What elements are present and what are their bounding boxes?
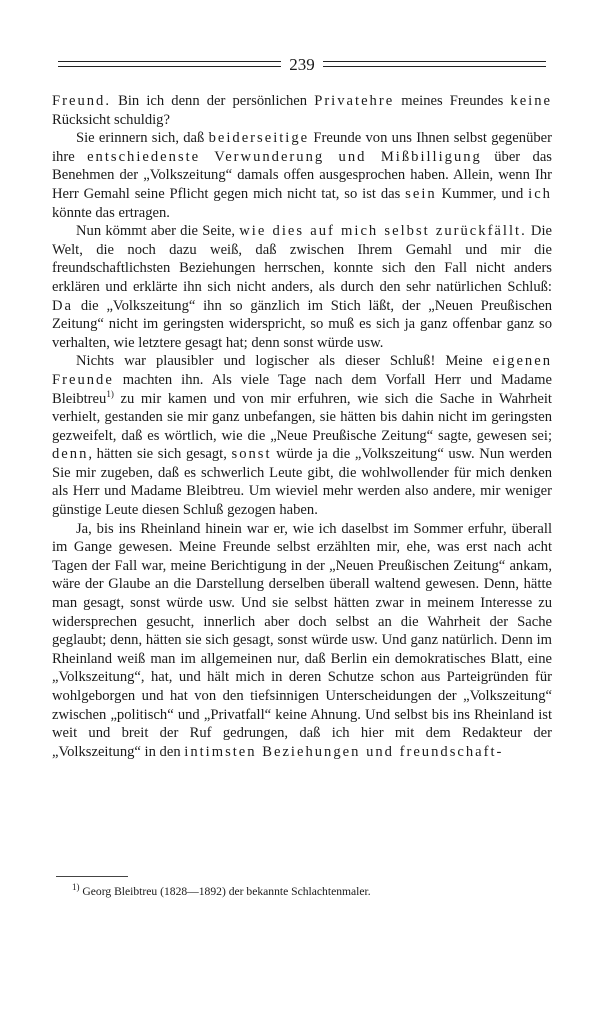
text-run: Nun kömmt aber die Seite, [76, 223, 240, 240]
spaced-emphasis: eigenen Freunde [52, 353, 552, 388]
text-run: über das Benehmen der „Volkszeitung“ damals offen ausgesprochen haben. Allein, wenn Ihr Herr Gemahl seine Pflicht gegen mich nicht tat, so ist das [52, 148, 552, 202]
footnote-rule [56, 876, 128, 877]
text-run: , hätten sie sich gesagt, [88, 446, 232, 463]
text-run: Rücksicht schuldig? [52, 111, 170, 128]
paragraph [52, 129, 552, 222]
text-run: zu mir kamen und von mir erfuhren, wie sich die Sache in Wahrheit verhielt, gestanden sie mir ganz unbefangen, sie hätten bis dahin nicht im geringsten gezweifelt, daß es wörtlich, wie die „Neue Preußische Zeitung“ sagte, gewesen sei; [52, 390, 552, 444]
page-header [58, 52, 546, 76]
spaced-emphasis: sein [405, 185, 437, 202]
paragraph [52, 352, 552, 519]
spaced-emphasis: ich [528, 185, 552, 202]
footnote-marker: 1) [72, 882, 80, 893]
spaced-emphasis: denn [52, 446, 89, 463]
header-rule-left [58, 61, 281, 67]
paragraph [52, 222, 552, 352]
header-rule-right [323, 61, 546, 67]
text-run: könnte das ertragen. [52, 204, 170, 221]
spaced-emphasis: entschiedenste Verwunderung und Mißbilligung [87, 148, 482, 165]
text-run: machten ihn. Als viele Tage nach dem Vorfall Herr und Madame Bleibtreu [52, 371, 552, 407]
text-run: Freunde von uns Ihnen selbst gegenüber ihre [52, 130, 552, 165]
spaced-emphasis: beiderseitige [208, 130, 310, 147]
footnote [72, 884, 542, 899]
spaced-emphasis: Privatehre [314, 93, 395, 109]
spaced-emphasis: wie dies auf mich selbst zurückfällt. [239, 223, 527, 240]
text-run: Ja, bis ins Rheinland hinein war er, wie ich daselbst im Sommer erfuhr, überall im Gange gewesen. Meine Freunde selbst erzählten mir, ehe, was erst nach acht Tagen der Fall war, meine Berichtigung in der „Neuen Preußischen Zeitung“ ankam, wäre der Glaube an die Darstellung derselben überall waltend gewesen. Denn, hätte man gesagt, sonst würde usw. Und sie selbst hätten zwar in meinem Interesse zu widersprechen gesucht, innerlich aber doch selbst an die Wahrheit der Sache geglaubt; denn, hätten sie sich gesagt, sonst würde usw. Und ganz natürlich. Denn im Rheinland weiß man im allgemeinen nur, daß Berlin ein demokratisches Blatt, eine „Volkszeitung“, hat, und hält mich in deren Schutze schon aus Parteigründen für wohlgeborgen und hat von den tiefsinnigen Unterscheidungen der „Volkszeitung“ zwischen „politisch“ und „Privatfall“ keine Ahnung. Und selbst bis ins Rheinland ist weit und breit der Ruf gedrungen, daß ich hier mit dem Redakteur der „Volkszeitung“ in den [52, 520, 552, 760]
text-run: die „Volkszeitung“ ihn so gänzlich im Stich läßt, der „Neuen Preußischen Zeitung“ nicht im geringsten widerspricht, so muß es sich ja ganz offenbar ganz so verhalten, wie letztere gesagt hat; denn sonst würde usw. [52, 297, 552, 351]
footnote-reference: 1) [106, 388, 114, 399]
text-run: Bin ich denn der persönlichen [111, 93, 315, 109]
text-run: Sie erinnern sich, daß [76, 130, 209, 147]
footnote-text: Georg Bleibtreu (1828—1892) der bekannte Schlachtenmaler. [82, 885, 371, 898]
spaced-emphasis: keine [510, 93, 552, 109]
body-text [52, 92, 552, 761]
page-number: 239 [289, 54, 315, 74]
paragraph [52, 92, 552, 129]
paragraph [52, 520, 552, 762]
text-run: Nichts war plausibler und logischer als dieser Schluß! Meine [76, 353, 493, 370]
spaced-emphasis: Freund. [52, 93, 111, 109]
spaced-emphasis: Da [52, 297, 74, 314]
spaced-emphasis: intimsten Beziehungen und freundschaft- [184, 743, 504, 760]
text-run: würde ja die „Volkszeitung“ usw. Nun werden Sie mir zugeben, daß es schwerlich Leute gibt, die wohlwollender für mich denken als Herr und Madame Bleibtreu. Um wieviel mehr werden also andere, mir weniger günstige Leute diesen Schluß gezogen haben. [52, 446, 553, 519]
text-run: Kummer, und [436, 185, 529, 202]
text-run: Die Welt, die noch dazu weiß, daß zwischen Ihrem Gemahl und mir die freundschaftlichsten Beziehungen herrschen, konnte sich den Fall nicht anders erklären und erklärte ihn sich nicht anders, als durch den sehr natürlichen Schluß: [52, 223, 553, 295]
text-run: meines Freundes [394, 93, 511, 109]
spaced-emphasis: sonst [231, 446, 272, 463]
